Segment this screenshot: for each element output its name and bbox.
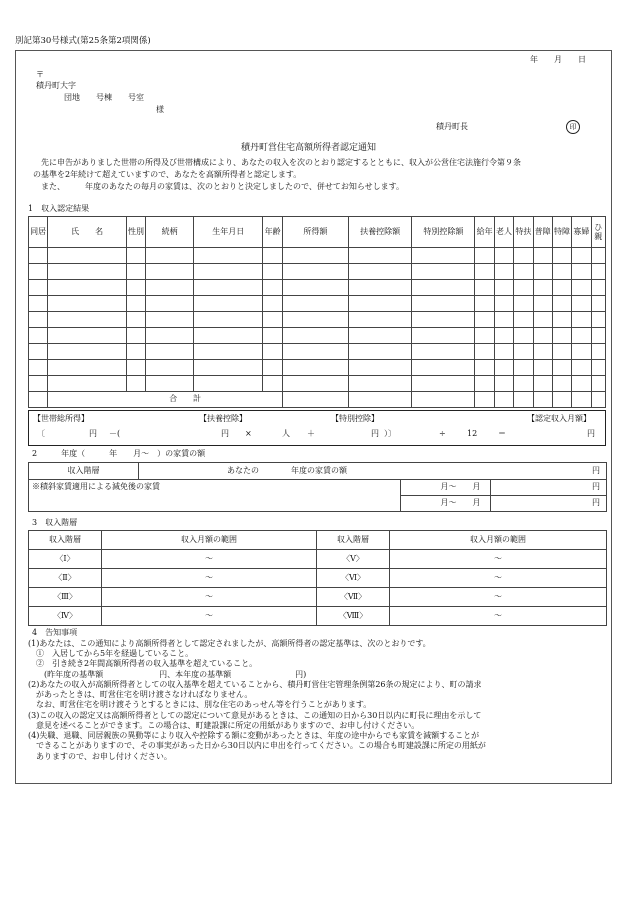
table-cell [282,280,348,296]
table-cell [533,248,552,264]
col-header: 普障 [533,217,552,248]
table-cell [194,280,263,296]
col-header: 収入階層 [29,531,102,550]
table-cell [263,376,282,392]
table-cell [194,312,263,328]
level-header-row [29,531,607,550]
notice-line: ① 入居してから5年を経過していること。 [28,649,194,659]
table-cell [194,248,263,264]
sender-name: 積丹町長 [436,122,468,131]
formula-yen-4: 円 [587,429,595,438]
table-cell [282,360,348,376]
table-cell [552,360,571,376]
col-header: 年齢 [263,217,282,248]
table-cell [146,344,194,360]
address-complex: 団地 号棟 号室 [64,93,144,102]
reduced-period-1: 月～ 月 [401,480,491,496]
notice-line: できることがありますので、その事実があった日から30日以内に申出を行ってください。この場合も町建設課に所定の用紙が [28,741,486,751]
table-row [29,248,606,264]
table-cell [552,344,571,360]
table-cell [126,296,145,312]
income-level-table [28,530,607,626]
reduced-period-2: 月～ 月 [401,496,491,512]
range-cell: ～ [390,550,607,569]
table-cell [494,280,513,296]
intro-line-3: また、 年度のあなたの毎月の家賃は、次のとおりと決定しましたので、併せてお知らせします。 [41,182,404,191]
level-row [29,588,607,607]
table-cell [48,344,126,360]
table-cell [263,344,282,360]
level-label: 〈Ⅷ〉 [317,607,390,626]
col-header: 性別 [126,217,145,248]
table-cell [572,280,591,296]
table-cell [29,280,48,296]
total-label: 合 計 [48,392,282,408]
table-cell [29,296,48,312]
notice-line: があったときは、町営住宅を明け渡さなければなりません。 [28,690,253,700]
col-header: 収入月額の範囲 [102,531,317,550]
formula-plus: ＋ [307,429,315,438]
table-cell [48,296,126,312]
table-cell [475,344,494,360]
rent-yen-2: 円 [491,480,607,496]
table-cell [263,328,282,344]
honorific: 様 [156,105,164,114]
table-cell [146,376,194,392]
notice-line: ありますので、お申し付けください。 [28,751,172,761]
table-cell [514,280,533,296]
table-cell [29,248,48,264]
table-cell [591,264,605,280]
formula-yen-1: 円 [89,429,97,438]
table-cell [349,280,412,296]
level-label: 〈Ⅳ〉 [29,607,102,626]
table-cell [572,248,591,264]
rent-yen-3: 円 [491,496,607,512]
table-row [29,360,606,376]
formula-twelve: 12 [467,429,478,438]
section4-heading: 4 告知事項 [32,628,78,637]
table-cell [494,376,513,392]
table-cell [194,296,263,312]
table-cell [412,264,475,280]
income-level-label: 収入階層 [29,463,139,480]
col-header: 特障 [552,217,571,248]
table-cell [282,344,348,360]
table-row [29,296,606,312]
notice-line: (4)失職、退職、同居親族の異動等により収入や控除する額に変動があったときは、年度の途中からでも家賃を減額することが [28,731,480,741]
table-cell [572,312,591,328]
range-cell: ～ [102,588,317,607]
table-cell [572,264,591,280]
level-label: 〈Ⅴ〉 [317,550,390,569]
table-cell [126,248,145,264]
table-cell [552,376,571,392]
table-cell [552,248,571,264]
table-cell [475,328,494,344]
formula-yen-3: 円 [371,429,379,438]
reduced-rent-label: ※積斜家賃適用による減免後の家賃 [29,480,401,512]
table-row [29,280,606,296]
table-cell [412,360,475,376]
table-cell [349,264,412,280]
table-cell [514,264,533,280]
col-header: 同居 [29,217,48,248]
table-cell [494,360,513,376]
level-row [29,607,607,626]
table-cell [48,264,126,280]
table-cell [126,328,145,344]
table-cell [412,248,475,264]
table-cell [263,312,282,328]
range-cell: ～ [390,569,607,588]
formula-yen-2: 円 [221,429,229,438]
table-cell [263,360,282,376]
table-row [29,328,606,344]
notice-title: 積丹町営住宅高額所得者認定通知 [241,143,377,153]
table-cell [146,312,194,328]
form-id: 別記第30号様式(第25条第2項関係) [15,36,151,46]
table-cell [475,264,494,280]
table-cell [412,280,475,296]
table-cell [29,264,48,280]
col-header: 老人 [494,217,513,248]
table-cell [263,248,282,264]
table-cell [494,248,513,264]
rent-amount-label: あなたの 年度の家賃の額 [139,463,401,480]
table-cell [349,312,412,328]
col-header: 扶養控除額 [349,217,412,248]
notice-list [28,639,486,762]
level-label: 〈Ⅰ〉 [29,550,102,569]
table-cell [146,248,194,264]
rent-row-2 [29,480,607,496]
level-row [29,569,607,588]
table-cell [591,328,605,344]
table-cell [494,264,513,280]
table-body [29,248,606,392]
table-cell [126,376,145,392]
table-cell [194,328,263,344]
table-cell [572,328,591,344]
table-cell [533,264,552,280]
formula-equals: ＝ [498,429,506,438]
formula-bracket-close: ）〕 [384,429,396,438]
table-header-row [29,217,606,248]
formula-minus: －( [109,429,121,438]
table-cell [29,376,48,392]
rent-yen-1: 円 [491,463,607,480]
table-cell [514,296,533,312]
table-cell [349,376,412,392]
table-row [29,376,606,392]
table-cell [146,296,194,312]
formula-persons: 人 [282,429,290,438]
table-cell [349,296,412,312]
table-cell [146,328,194,344]
table-cell [29,360,48,376]
table-cell [572,344,591,360]
table-cell [263,296,282,312]
col-header: 収入月額の範囲 [390,531,607,550]
table-cell [29,328,48,344]
table-cell [126,312,145,328]
table-cell [146,360,194,376]
address-town: 積丹町大字 [36,81,76,90]
table-cell [552,328,571,344]
notice-line: (3)この収入の認定又は高額所得者としての認定について意見があるときは、この通知の日から30日以内に町長に理由を示して [28,710,482,720]
table-cell [48,280,126,296]
table-cell [475,376,494,392]
table-cell [349,344,412,360]
range-cell: ～ [102,607,317,626]
table-cell [591,280,605,296]
range-cell: ～ [102,550,317,569]
summary-label-total-income: 【世帯総所得】 [33,414,89,423]
table-row [29,264,606,280]
table-cell [533,328,552,344]
table-cell [194,376,263,392]
intro-line-2: の基準を2年続けて超えていますので、あなたを高額所得者と認定します。 [33,170,302,179]
notice-line: (2)あなたの収入が高額所得者としての収入基準を超えていることから、積丹町営住宅管理条例第26条の規定により、町の請求 [28,679,482,689]
col-header: 給年 [475,217,494,248]
table-cell [533,312,552,328]
date-line: 年 月 日 [530,55,586,64]
table-cell [514,328,533,344]
table-cell [475,296,494,312]
section3-heading: 3 収入階層 [32,518,78,527]
level-label: 〈Ⅵ〉 [317,569,390,588]
notice-line: 意見を述べることができます。この場合は、町建設課に所定の用紙がありますので、お申し付けください。 [28,720,420,730]
formula-divide: ÷ [439,429,446,438]
summary-label-dependent: 【扶養控除】 [199,414,247,423]
table-cell [48,360,126,376]
table-cell [475,360,494,376]
table-cell [146,280,194,296]
table-cell [412,344,475,360]
table-cell [48,312,126,328]
table-cell [412,376,475,392]
table-row [29,312,606,328]
table-cell [475,280,494,296]
col-header: 氏 名 [48,217,126,248]
level-label: 〈Ⅱ〉 [29,569,102,588]
table-cell [514,376,533,392]
col-header: 特別控除額 [412,217,475,248]
summary-label-monthly: 【認定収入月額】 [527,414,591,423]
table-cell [29,344,48,360]
table-cell [349,328,412,344]
col-header: 続柄 [146,217,194,248]
notice-line: (昨年度の基準額 円、本年度の基準額 円) [28,669,307,679]
col-header: ひ親 [591,217,605,248]
formula-bracket-open: 〔 [37,429,45,438]
table-cell [591,248,605,264]
table-cell [349,248,412,264]
table-cell [194,344,263,360]
col-header: 所得額 [282,217,348,248]
range-cell: ～ [102,569,317,588]
table-cell [263,280,282,296]
table-cell [282,376,348,392]
table-cell [412,312,475,328]
intro-line-1: 先に申告がありました世帯の所得及び世帯構成により、あなたの収入を次のとおり認定するとともに、収入が公営住宅法施行令第９条 [41,158,521,167]
table-cell [494,344,513,360]
table-cell [514,248,533,264]
table-cell [126,264,145,280]
table-row [29,344,606,360]
formula-times: × [245,429,252,438]
section2-heading: 2 年度（ 年 月～ ）の家賃の額 [32,449,206,458]
table-cell [146,264,194,280]
section1-heading: 1 収入認定結果 [28,204,90,213]
table-cell [349,360,412,376]
table-cell [126,344,145,360]
table-cell [412,296,475,312]
table-cell [412,328,475,344]
range-cell: ～ [390,607,607,626]
rent-row-1 [29,463,607,480]
table-cell [533,280,552,296]
summary-label-special: 【特別控除】 [331,414,379,423]
notice-line: ② 引き続き2年間高額所得者の収入基準を超えていること。 [28,659,258,669]
table-cell [533,344,552,360]
level-label: 〈Ⅲ〉 [29,588,102,607]
table-cell [552,280,571,296]
col-header: 特扶 [514,217,533,248]
table-cell [48,328,126,344]
level-label: 〈Ⅶ〉 [317,588,390,607]
table-cell [475,248,494,264]
col-header: 生年月日 [194,217,263,248]
table-cell [475,312,494,328]
table-cell [126,280,145,296]
table-cell [29,312,48,328]
table-cell [48,376,126,392]
table-cell [194,264,263,280]
table-cell [126,360,145,376]
table-cell [282,312,348,328]
table-cell [591,360,605,376]
total-row [29,392,606,408]
table-cell [514,312,533,328]
table-cell [533,360,552,376]
table-cell [282,328,348,344]
col-header: 寡婦 [572,217,591,248]
table-cell [552,296,571,312]
table-cell [514,360,533,376]
seal-icon: 印 [566,120,580,134]
table-cell [591,296,605,312]
table-cell [533,296,552,312]
table-cell [282,264,348,280]
table-cell [494,312,513,328]
table-cell [572,376,591,392]
table-cell [572,360,591,376]
table-cell [194,360,263,376]
table-cell [572,296,591,312]
table-cell [494,328,513,344]
notice-line: なお、町営住宅を明け渡そうとするときには、別な住宅のあっせん等を行うことがあります。 [28,700,372,710]
table-cell [282,296,348,312]
level-row [29,550,607,569]
table-cell [533,376,552,392]
table-cell [552,312,571,328]
table-cell [48,248,126,264]
notice-line: (1)あなたは、この通知により高額所得者として認定されましたが、高額所得者の認定基準は、次のとおりです。 [28,639,431,648]
table-cell [282,248,348,264]
postal-mark: 〒 [36,70,44,79]
table-cell [514,344,533,360]
col-header: 収入階層 [317,531,390,550]
income-summary-box [28,410,606,446]
range-cell: ～ [390,588,607,607]
seal-mark [566,120,580,134]
table-cell [591,376,605,392]
table-cell [552,264,571,280]
table-cell [591,344,605,360]
rent-table [28,462,607,512]
table-cell [263,264,282,280]
table-cell [591,312,605,328]
table-cell [494,296,513,312]
income-table [28,216,606,408]
